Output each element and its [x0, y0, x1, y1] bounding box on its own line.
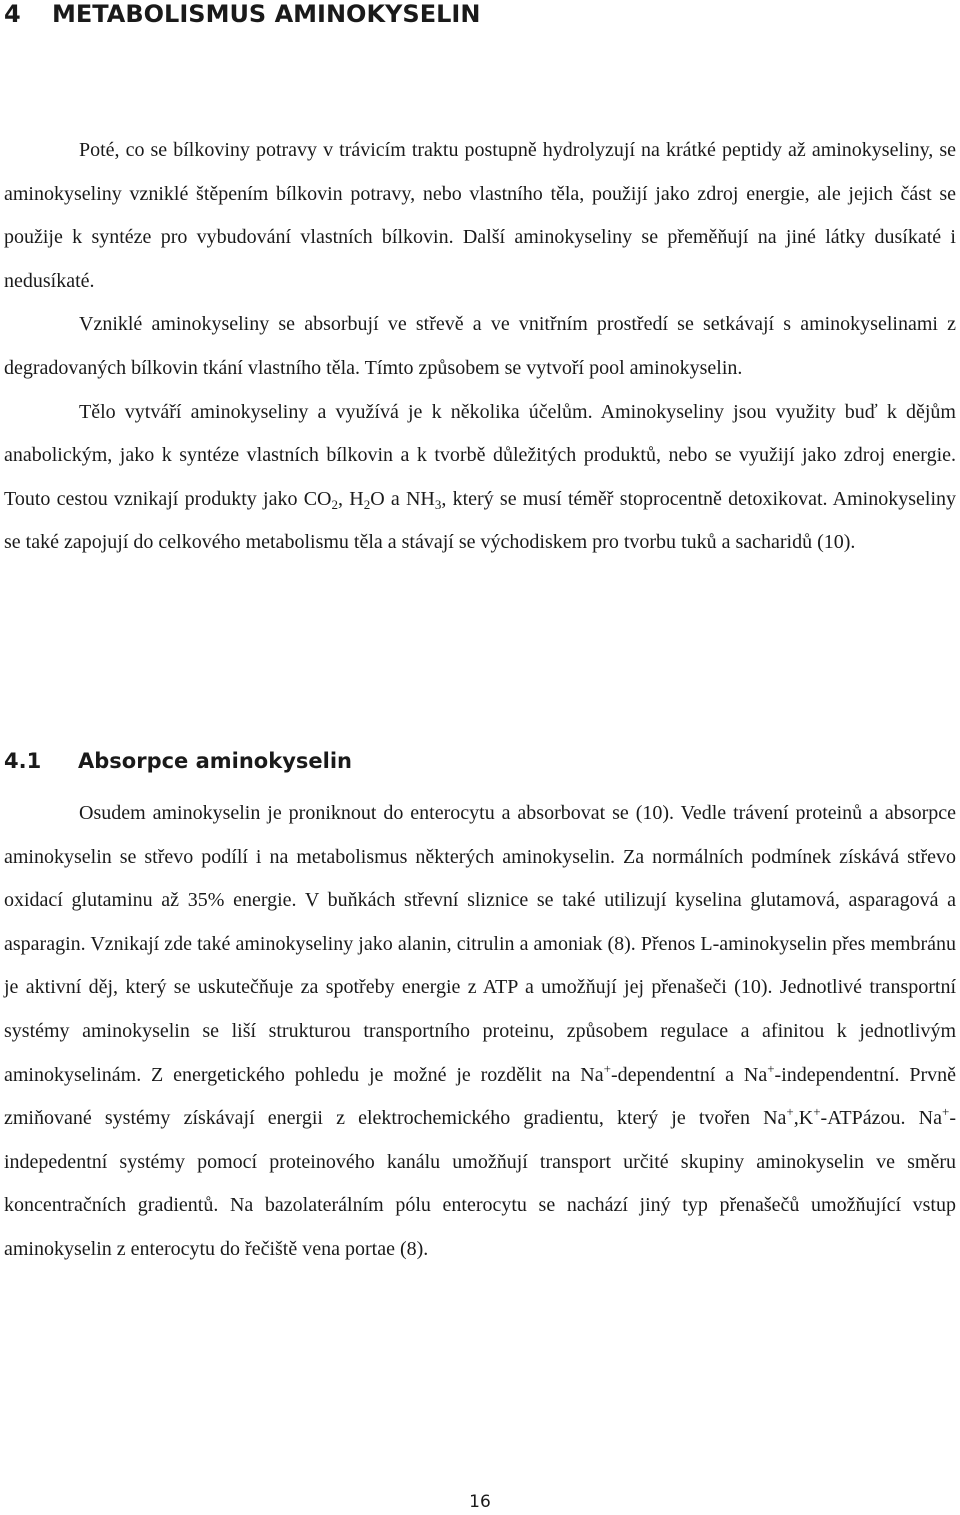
- chapter-title: METABOLISMUS AMINOKYSELIN: [52, 0, 481, 28]
- page-number: 16: [469, 1492, 491, 1512]
- superscript: +: [786, 1104, 794, 1120]
- section-title: Absorpce aminokyselin: [78, 749, 352, 773]
- text-run: Vzniklé aminokyseliny se absorbují ve střevě a ve vnitřním prostředí se setkávají s aminokyselinami z degradovaných bílkovin tkání vlastního těla. Tímto způsobem se vytvoří pool aminokyselin.: [4, 313, 956, 379]
- chapter-heading: [4, 0, 480, 30]
- superscript: +: [603, 1060, 611, 1076]
- subscript: 2: [363, 496, 371, 512]
- intro-text-block: [4, 129, 956, 565]
- subscript: 3: [434, 496, 442, 512]
- text-run: Poté, co se bílkoviny potravy v trávicím traktu postupně hydrolyzují na krátké peptidy až aminokyseliny, se aminokyseliny vzniklé štěpením bílkovin potravy, nebo vlastního těla, použijí jako zdroj energie, ale jejich část se použije k syntéze pro vybudování vlastních bílkovin. Další aminokyseliny se přeměňují na jiné látky dusíkaté i nedusíkaté.: [4, 139, 956, 292]
- section-heading: [4, 744, 352, 778]
- text-run: -indepedentní systémy pomocí proteinového kanálu umožňují transport určité skupiny aminokyselin ve směru koncentračních gradientů. Na bazolaterálním pólu enterocytu se nachází jiný typ přenašečů umožňující vstup aminokyselin z enterocytu do řečiště vena portae (8).: [4, 1107, 956, 1260]
- section-number: 4.1: [4, 749, 42, 773]
- subscript: 2: [331, 496, 338, 512]
- text-run: Osudem aminokyselin je proniknout do enterocytu a absorbovat se (10). Vedle trávení proteinů a absorpce aminokyselin se střevo podílí i na metabolismus některých aminokyselin. Za normálních podmínek získává střevo oxidací glutaminu až 35% energie. V buňkách střevní sliznice se také utilizují kyselina glutamová, asparagová a asparagin. Vznikají zde také aminokyseliny jako alanin, citrulin a amoniak (8). Přenos L-aminokyselin přes membránu je aktivní děj, který se uskutečňuje za spotřeby energie z ATP a umožňují jej přenašeči (10). Jednotlivé transportní systémy aminokyselin se liší strukturou transportního proteinu, způsobem regulace a afinitou k jednotlivým aminokyselinám. Z energetického pohledu je možné je rozdělit na Na: [4, 802, 956, 1086]
- text-run: O a NH: [370, 487, 435, 510]
- text-run: , H: [338, 487, 364, 510]
- paragraph: [4, 792, 956, 1272]
- paragraph: [4, 129, 956, 303]
- chapter-number: 4: [4, 0, 21, 28]
- superscript: +: [767, 1060, 775, 1076]
- text-run: ,K: [793, 1107, 814, 1130]
- text-run: -dependentní a Na: [610, 1063, 768, 1086]
- text-run: -ATPázou. Na: [820, 1107, 942, 1130]
- section-text-block: [4, 792, 956, 1272]
- superscript: +: [813, 1104, 821, 1120]
- text-run: -independentní. Prvně zmiňované systémy získávají energii z elektrochemického gradientu, který je tvořen Na: [4, 1063, 956, 1130]
- paragraph: [4, 303, 956, 390]
- superscript: +: [941, 1104, 950, 1120]
- text-run: Tělo vytváří aminokyseliny a využívá je k několika účelům. Aminokyseliny jsou využity buď k dějům anabolickým, jako k syntéze vlastních bílkovin a k tvorbě důležitých produktů, nebo se využijí jako zdroj energie. Touto cestou vznikají produkty jako CO: [4, 400, 956, 510]
- paragraph: [4, 391, 956, 565]
- text-run: , který se musí téměř stoprocentně detoxikovat. Aminokyseliny se také zapojují do celkového metabolismu těla a stávají se východiskem pro tvorbu tuků a sacharidů (10).: [4, 487, 957, 554]
